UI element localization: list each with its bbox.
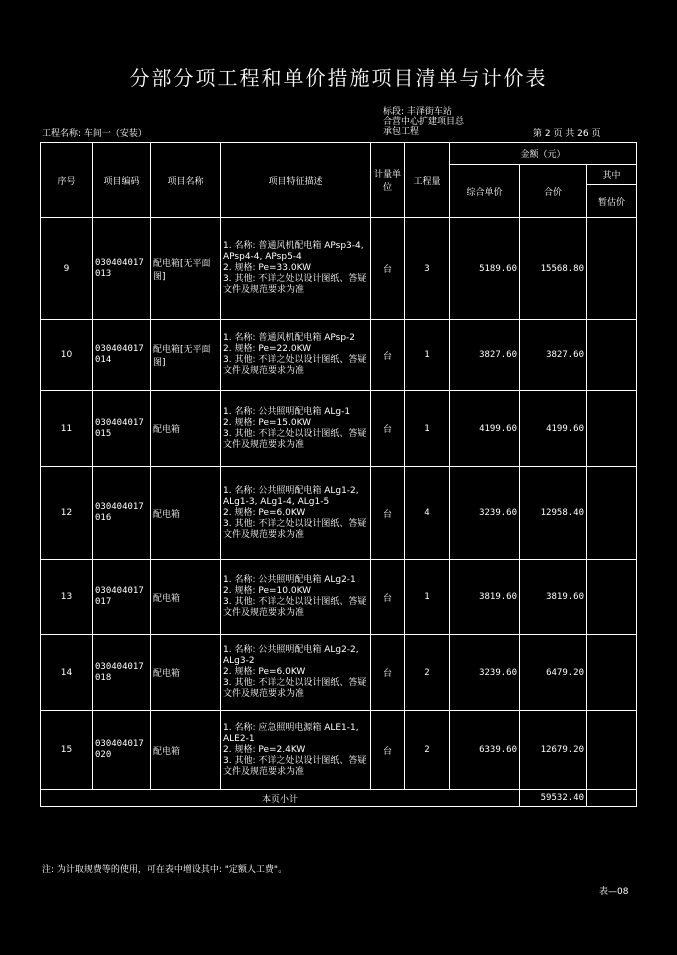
row-total: 6479.20 <box>520 635 587 711</box>
feature-line: 1. 名称: 公共照明配电箱 ALg1-2, ALg1-3, ALg1-4, ALg1-5 <box>223 485 359 507</box>
row-unit-price: 3239.60 <box>450 635 520 711</box>
row-seq: 12 <box>41 467 93 560</box>
feature-line: 1. 名称: 应急照明电源箱 ALE1-1, ALE2-1 <box>223 722 359 744</box>
row-features <box>221 391 371 467</box>
row-code: 030404017017 <box>93 560 151 635</box>
row-total: 15568.80 <box>520 218 587 320</box>
feature-line: 3. 其他: 不详之处以设计图纸、答疑文件及规范要求为准 <box>223 355 367 376</box>
row-provisional <box>587 560 637 635</box>
feature-line: 2. 规格: Pe=22.0KW <box>223 344 312 354</box>
row-code: 030404017018 <box>93 635 151 711</box>
row-unit-price: 3239.60 <box>450 467 520 560</box>
section-line: 合营中心扩建项目总 <box>383 117 465 127</box>
row-code: 030404017016 <box>93 467 151 560</box>
project-name: 工程名称: 车间一（安装） <box>42 129 147 139</box>
row-name: 配电箱 <box>151 711 221 790</box>
row-unit: 台 <box>371 711 405 790</box>
table-row <box>41 320 637 391</box>
row-unit: 台 <box>371 391 405 467</box>
feature-line: 2. 规格: Pe=6.0KW <box>223 507 306 518</box>
col-features: 项目特征描述 <box>221 143 371 218</box>
col-unit-price: 综合单价 <box>450 165 520 218</box>
table-row <box>41 711 637 790</box>
row-name: 配电箱 <box>151 635 221 711</box>
col-name: 项目名称 <box>151 143 221 218</box>
row-provisional <box>587 320 637 391</box>
row-name: 配电箱[无平面图] <box>151 218 221 320</box>
row-total: 12679.20 <box>520 711 587 790</box>
row-unit-price: 3827.60 <box>450 320 520 391</box>
feature-line: 2. 规格: Pe=10.0KW <box>223 586 312 596</box>
table-row <box>41 560 637 635</box>
page-info: 第 2 页 共 26 页 <box>533 129 601 139</box>
row-unit: 台 <box>371 560 405 635</box>
feature-line: 3. 其他: 不详之处以设计图纸、答疑文件及规范要求为准 <box>223 597 367 618</box>
row-features <box>221 320 371 391</box>
feature-line: 2. 规格: Pe=2.4KW <box>223 744 306 755</box>
table-row <box>41 391 637 467</box>
row-provisional <box>587 635 637 711</box>
row-provisional <box>587 218 637 320</box>
page-title: 分部分项工程和单价措施项目清单与计价表 <box>129 66 548 90</box>
col-seq: 序号 <box>41 143 93 218</box>
row-qty: 2 <box>405 635 450 711</box>
subtotal-blank <box>587 790 637 807</box>
col-amount: 金额（元） <box>450 143 637 165</box>
row-qty: 3 <box>405 218 450 320</box>
feature-line: 2. 规格: Pe=6.0KW <box>223 667 306 677</box>
row-qty: 1 <box>405 391 450 467</box>
feature-line: 3. 其他: 不详之处以设计图纸、答疑文件及规范要求为准 <box>223 274 367 295</box>
row-name: 配电箱 <box>151 467 221 560</box>
row-code: 030404017020 <box>93 711 151 790</box>
row-seq: 13 <box>41 560 93 635</box>
row-name: 配电箱 <box>151 391 221 467</box>
row-seq: 11 <box>41 391 93 467</box>
col-of-which: 其中 <box>587 165 637 185</box>
subtotal-total: 59532.40 <box>520 790 587 807</box>
row-name: 配电箱[无平面图] <box>151 320 221 391</box>
feature-line: 3. 其他: 不详之处以设计图纸、答疑文件及规范要求为准 <box>223 755 367 777</box>
row-code: 030404017014 <box>93 320 151 391</box>
row-total: 3819.60 <box>520 560 587 635</box>
row-unit-price: 6339.60 <box>450 711 520 790</box>
row-unit: 台 <box>371 320 405 391</box>
col-qty: 工程量 <box>405 143 450 218</box>
section-line: 承包工程 <box>383 127 420 137</box>
row-qty: 2 <box>405 711 450 790</box>
row-total: 4199.60 <box>520 391 587 467</box>
row-provisional <box>587 391 637 467</box>
row-features <box>221 467 371 560</box>
row-features <box>221 218 371 320</box>
table-row <box>41 467 637 560</box>
row-code: 030404017015 <box>93 391 151 467</box>
row-features <box>221 711 371 790</box>
row-features <box>221 560 371 635</box>
feature-line: 1. 名称: 公共照明配电箱 ALg2-1 <box>223 575 356 585</box>
row-unit-price: 3819.60 <box>450 560 520 635</box>
feature-line: 2. 规格: Pe=15.0KW <box>223 417 312 428</box>
pricing-table <box>40 142 637 807</box>
row-unit: 台 <box>371 467 405 560</box>
col-unit: 计量单位 <box>371 143 405 218</box>
row-seq: 14 <box>41 635 93 711</box>
row-unit: 台 <box>371 218 405 320</box>
col-provisional: 暂估价 <box>587 185 637 218</box>
row-total: 3827.60 <box>520 320 587 391</box>
feature-line: 1. 名称: 公共照明配电箱 ALg-1 <box>223 406 351 417</box>
footnote: 注: 为计取规费等的使用，可在表中增设其中: "定额人工费"。 <box>42 865 288 875</box>
subtotal-label: 本页小计 <box>41 790 520 807</box>
row-unit-price: 5189.60 <box>450 218 520 320</box>
feature-line: 3. 其他: 不详之处以设计图纸、答疑文件及规范要求为准 <box>223 428 367 450</box>
row-total: 12958.40 <box>520 467 587 560</box>
row-seq: 9 <box>41 218 93 320</box>
feature-line: 3. 其他: 不详之处以设计图纸、答疑文件及规范要求为准 <box>223 518 367 540</box>
col-code: 项目编码 <box>93 143 151 218</box>
row-features <box>221 635 371 711</box>
row-qty: 4 <box>405 467 450 560</box>
col-total: 合价 <box>520 165 587 218</box>
row-code: 030404017013 <box>93 218 151 320</box>
row-seq: 15 <box>41 711 93 790</box>
table-row <box>41 635 637 711</box>
feature-line: 1. 名称: 公共照明配电箱 ALg2-2, ALg3-2 <box>223 645 359 666</box>
row-seq: 10 <box>41 320 93 391</box>
page-number: 表—08 <box>599 887 629 897</box>
feature-line: 3. 其他: 不详之处以设计图纸、答疑文件及规范要求为准 <box>223 678 367 699</box>
row-name: 配电箱 <box>151 560 221 635</box>
feature-line: 1. 名称: 普通风机配电箱 APsp-2 <box>223 333 356 343</box>
section-info <box>383 107 523 137</box>
section-line: 标段: 丰泽街车站 <box>383 107 452 117</box>
row-unit-price: 4199.60 <box>450 391 520 467</box>
row-unit: 台 <box>371 635 405 711</box>
row-qty: 1 <box>405 560 450 635</box>
feature-line: 2. 规格: Pe=33.0KW <box>223 263 312 273</box>
table-row <box>41 218 637 320</box>
row-qty: 1 <box>405 320 450 391</box>
row-provisional <box>587 711 637 790</box>
row-provisional <box>587 467 637 560</box>
feature-line: 1. 名称: 普通风机配电箱 APsp3-4, APsp4-4, APsp5-4 <box>223 241 364 262</box>
